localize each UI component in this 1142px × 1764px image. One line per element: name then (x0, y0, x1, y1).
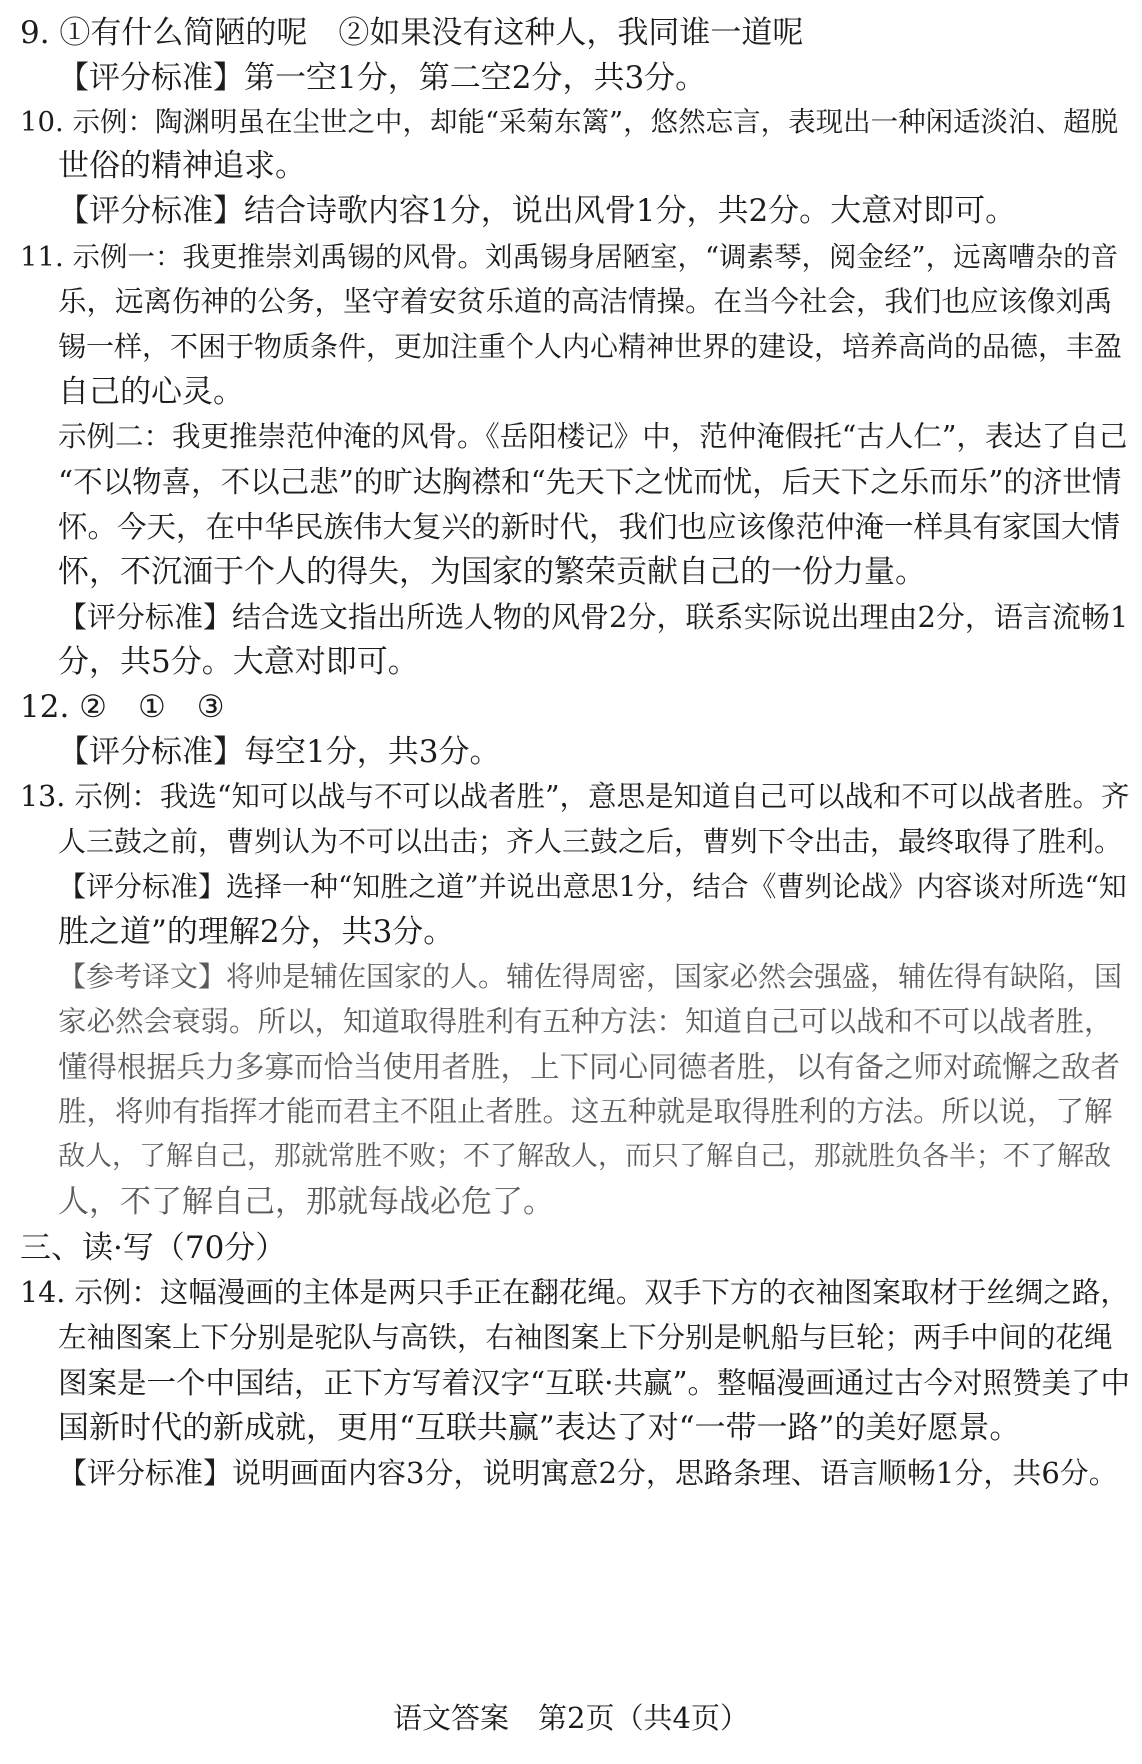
answer-12: 12. ② ① ③ (20, 689, 225, 725)
scoring-standard-13-cont: 胜之道”的理解2分，共3分。 (58, 914, 455, 950)
page-footer: 语文答案 第2页（共4页） (393, 1701, 749, 1735)
answer-11-example-2-cont-2: 怀。今天，在中华民族伟大复兴的新时代，我们也应该像范仲淹一样具有家国大情 (58, 510, 1121, 544)
reference-translation-cont-1: 家必然会衰弱。所以，知道取得胜利有五种方法：知道自己可以战和不可以战者胜， (58, 1005, 1113, 1038)
reference-translation-cont-3: 胜，将帅有指挥才能而君主不阻止者胜。这五种就是取得胜利的方法。所以说，了解 (58, 1095, 1113, 1128)
answer-14-cont-2: 图案是一个中国结，正下方写着汉字“互联·共赢”。整幅漫画通过古今对照赞美了中 (58, 1366, 1131, 1400)
reference-translation-cont-2: 懂得根据兵力多寡而恰当使用者胜，上下同心同德者胜，以有备之师对疏懈之敌者 (58, 1050, 1121, 1084)
answer-11-cont-2: 锡一样，不困于物质条件，更加注重个人内心精神世界的建设，培养高尚的品德，丰盈 (58, 330, 1123, 363)
reference-translation: 【参考译文】将帅是辅佐国家的人。辅佐得周密，国家必然会强盛，辅佐得有缺陷，国 (58, 960, 1123, 993)
answer-14-cont-1: 左袖图案上下分别是驼队与高铁，右袖图案上下分别是帆船与巨轮；两手中间的花绳 (58, 1321, 1113, 1354)
scoring-standard-11-cont: 分，共5分。大意对即可。 (58, 644, 419, 680)
answer-11-example-2-cont-1: “不以物喜，不以己悲”的旷达胸襟和“先天下之忧而忧，后天下之乐而乐”的济世情 (58, 465, 1122, 499)
reference-translation-cont-4: 敌人，了解自己，那就常胜不败；不了解敌人，而只了解自己，那就胜负各半；不了解敌 (58, 1141, 1111, 1172)
answer-13: 13. 示例：我选“知可以战与不可以战者胜”，意思是知道自己可以战和不可以战者胜。齐 (20, 780, 1130, 813)
scoring-standard-9: 【评分标准】第一空1分，第二空2分，共3分。 (58, 60, 707, 96)
scoring-standard-13: 【评分标准】选择一种“知胜之道”并说出意思1分，结合《曹刿论战》内容谈对所选“知 (58, 870, 1127, 903)
section-heading-read-write: 三、读·写（70分） (20, 1230, 287, 1266)
answer-11-example-2-cont-3: 怀，不沉湎于个人的得失，为国家的繁荣贡献自己的一份力量。 (58, 554, 926, 590)
answer-11-cont-1: 乐，远离伤神的公务，坚守着安贫乐道的高洁情操。在当今社会，我们也应该像刘禹 (58, 285, 1113, 318)
answer-9: 9. ①有什么简陋的呢 ②如果没有这种人，我同谁一道呢 (20, 15, 804, 51)
answer-13-cont: 人三鼓之前，曹刿认为不可以出击；齐人三鼓之后，曹刿下令出击，最终取得了胜利。 (58, 825, 1123, 858)
answer-11: 11. 示例一：我更推崇刘禹锡的风骨。刘禹锡身居陋室，“调素琴，阅金经”，远离嘈杂的音 (20, 241, 1119, 273)
answer-14: 14. 示例：这幅漫画的主体是两只手正在翻花绳。双手下方的衣袖图案取材于丝绸之路， (20, 1276, 1129, 1309)
scoring-standard-14: 【评分标准】说明画面内容3分，说明寓意2分，思路条理、语言顺畅1分，共6分。 (58, 1456, 1118, 1490)
scoring-standard-11: 【评分标准】结合选文指出所选人物的风骨2分，联系实际说出理由2分，语言流畅1 (58, 600, 1129, 634)
answer-14-cont-3: 国新时代的新成就，更用“互联共赢”表达了对“一带一路”的美好愿景。 (58, 1410, 1021, 1446)
reference-translation-cont-5: 人，不了解自己，那就每战必危了。 (58, 1184, 554, 1220)
answer-11-cont-3: 自己的心灵。 (58, 374, 244, 410)
scoring-standard-10: 【评分标准】结合诗歌内容1分，说出风骨1分，共2分。大意对即可。 (58, 193, 1017, 229)
answer-10-cont: 世俗的精神追求。 (58, 148, 306, 184)
answer-11-example-2: 示例二：我更推崇范仲淹的风骨。《岳阳楼记》中，范仲淹假托“古人仁”，表达了自己 (58, 420, 1128, 453)
answer-10: 10. 示例：陶渊明虽在尘世之中，却能“采菊东篱”，悠然忘言，表现出一种闲适淡泊、超脱 (20, 106, 1119, 138)
scoring-standard-12: 【评分标准】每空1分，共3分。 (58, 734, 501, 770)
